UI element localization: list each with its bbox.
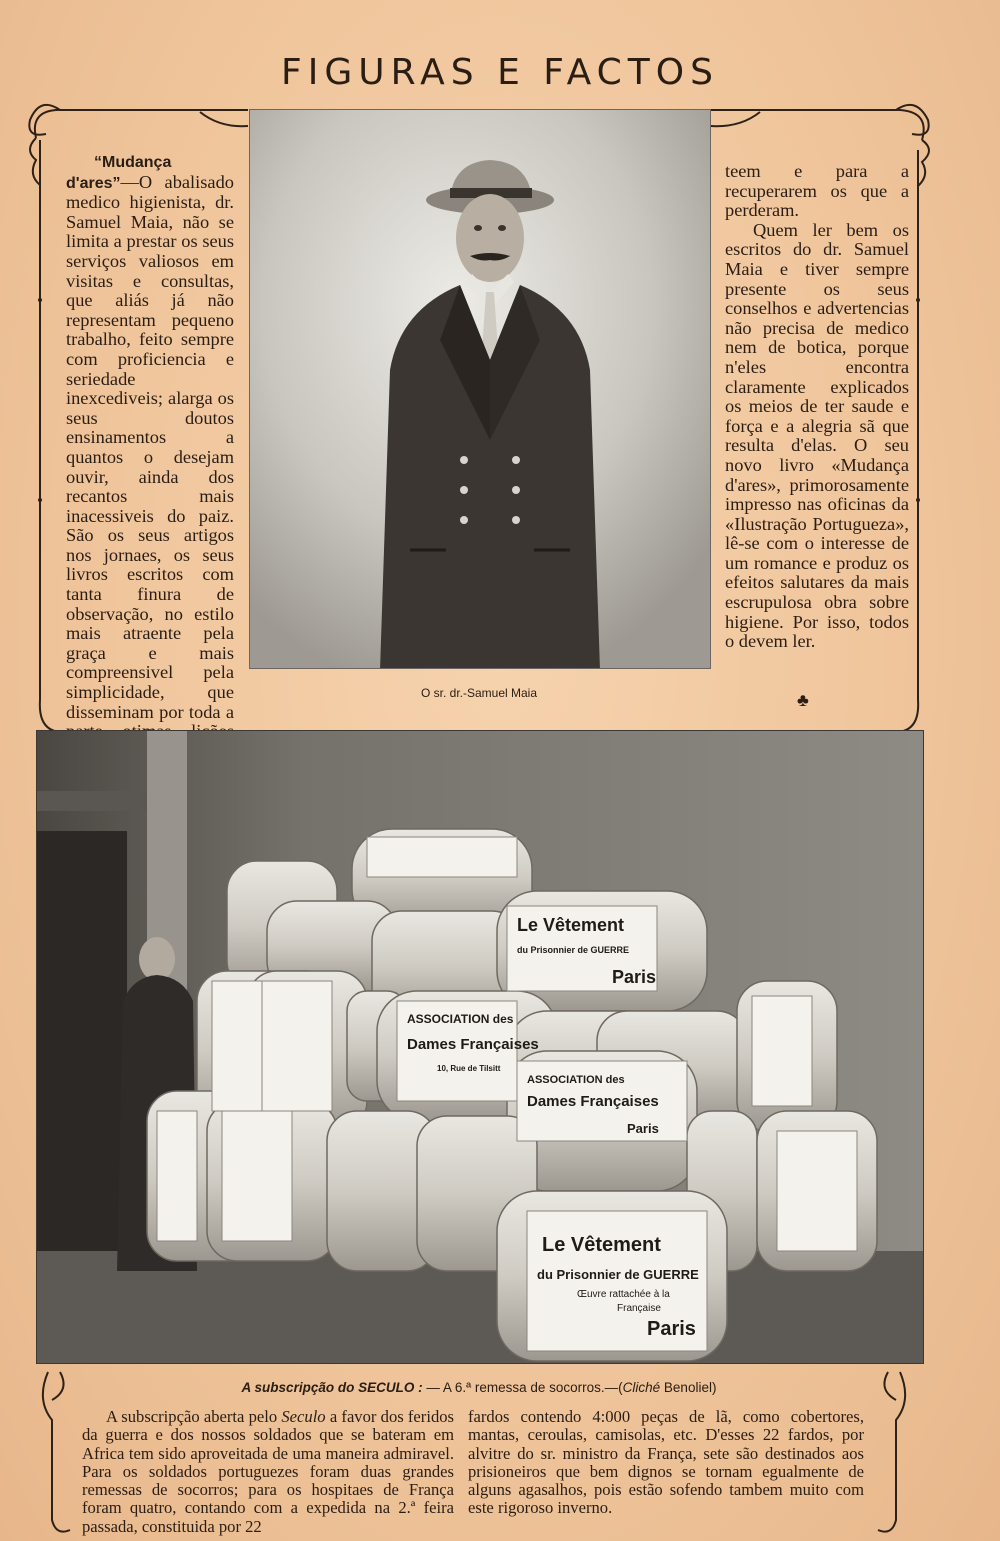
bag-label-paris-3: Paris	[647, 1318, 696, 1340]
bottom-left-text-b: a favor dos feridos da guerra e dos nossos soldados que se bateram em Africa tem sido aproveitada de uma maneira admiravel. Para os soldados portuguezes foram duas grandes remessas de socorros; para os hospitaes de França foram quatro, contando com a expedida na 2.ª feira passada, constituida por 22	[82, 1407, 454, 1536]
bag-label-vetement-1: Le Vêtement	[517, 915, 625, 935]
bottom-right-column: fardos contendo 4:000 peças de lã, como cobertores, mantas, ceroulas, camisolas, etc. D'esses 22 fardos, por alvitre do sr. ministro da França, sete são destinados aos prisioneiros que bem dignos se tornam egualmente de alguns agasalhos, pois estão sofendo tambem muito com este rigoroso inverno.	[468, 1407, 864, 1518]
bag-label-dames-1: Dames Françaises	[407, 1036, 539, 1053]
bottom-left-text-a: A subscripção aberta pelo	[106, 1407, 282, 1426]
portrait-caption: O sr. dr.-Samuel Maia	[420, 686, 538, 700]
bags-caption-mid: — A 6.ª remessa de socorros.—(	[422, 1380, 623, 1395]
bag-label-prisonnier-1: du Prisonnier de GUERRE	[517, 945, 630, 955]
page-title: FIGURAS E FACTOS	[281, 52, 719, 93]
bags-caption	[36, 1380, 922, 1395]
bags-caption-end: Benoliel)	[660, 1380, 717, 1395]
bag-label-francaise: Française	[617, 1303, 661, 1314]
bottom-left-column	[82, 1408, 454, 1536]
bag-label-oeuvre: Œuvre rattachée à la	[577, 1289, 670, 1300]
bags-caption-cliche: Cliché	[622, 1380, 661, 1395]
left-text: O abalisado medico higienista, dr. Samuel Maia, não se limita a prestar os seus serviços valiosos em visitas e consultas, que aliás já não representam pequeno trabalho, feito sempre com proficiencia e seriedade inexcediveis; alarga os seus doutos ensinamentos a quantos o desejam ouvir, ainda dos recantos mais inacessiveis do paiz. São os seus artigos nos jornaes, os seus livros escritos com tanta finura de observação, no estilo mais atraente pela graça e mais compreensivel pela simplicidade, que disseminam por toda a	[66, 171, 234, 722]
portrait-photo	[249, 109, 711, 669]
bag-label-association-2: ASSOCIATION des	[527, 1074, 625, 1086]
article-heading: “Mudança d'ares”	[66, 154, 172, 192]
bag-label-paris-1: Paris	[612, 967, 657, 987]
portrait-illustration	[250, 110, 710, 668]
bag-label-dames-2: Dames Françaises	[527, 1093, 659, 1110]
bag-label-paris-2: Paris	[627, 1121, 659, 1136]
bag-label-prisonnier-2: du Prisonnier de GUERRE	[537, 1267, 699, 1282]
bags-caption-bold: A subscripção do SECULO :	[241, 1380, 423, 1395]
right-paragraph-2: Quem ler bem os escritos do dr. Samuel Maia e tiver sempre presente os seus conselhos e advertencias não precisa de medico nem de botica, porque n'eles encontra claramente explicados os meios de ter saude e força e a alegria sã que resulta d'elas. O seu novo livro «Mudança d'ares», primorosamente impresso nas oficinas da «Ilustração Portugueza», lê-se com o interesse de um romance e produz os efeitos salutares da mais escrupulosa obra sobre higiene. Por isso, todos o devem ler.	[725, 219, 909, 652]
left-paragraph	[66, 152, 234, 781]
right-paragraph-1: teem e para a recuperarem os que a perderam.	[725, 161, 909, 221]
club-ornament-icon: ♣	[797, 690, 809, 710]
bag-label-association-1: ASSOCIATION des	[407, 1012, 514, 1026]
bag-label-rue-1: 10, Rue de Tilsitt	[437, 1064, 501, 1073]
bags-illustration	[37, 731, 923, 1363]
heading-dash: —	[120, 171, 139, 192]
left-column	[66, 152, 234, 781]
bags-photo	[36, 730, 924, 1364]
bottom-left-seculo: Seculo	[281, 1407, 326, 1426]
right-column	[725, 162, 909, 652]
bag-label-vetement-2: Le Vêtement	[542, 1234, 661, 1256]
